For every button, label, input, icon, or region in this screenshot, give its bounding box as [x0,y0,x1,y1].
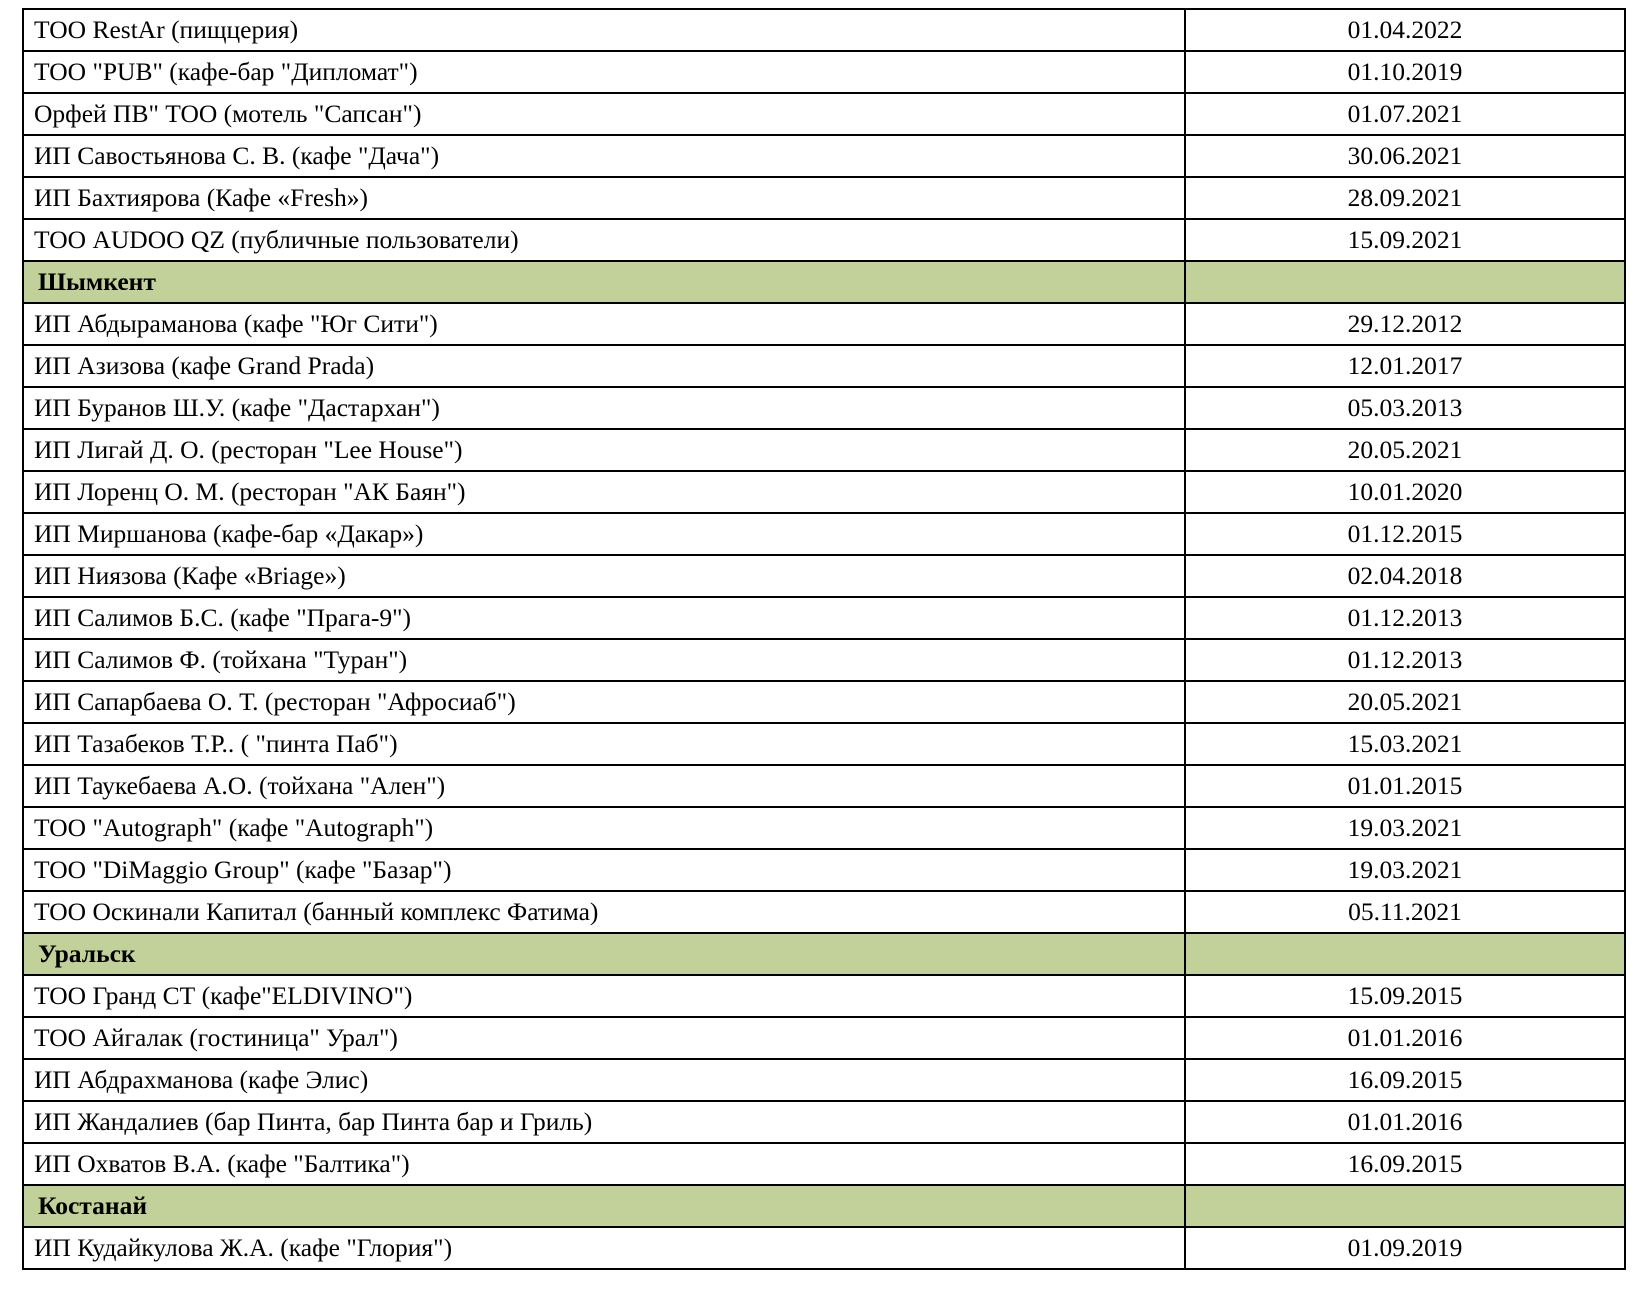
establishment-date: 05.03.2013 [1185,387,1625,429]
establishments-table [22,8,1626,1270]
establishment-date: 19.03.2021 [1185,807,1625,849]
establishment-name: ИП Салимов Б.С. (кафе "Прага-9") [23,597,1185,639]
establishment-date: 01.01.2016 [1185,1101,1625,1143]
establishment-name: ТОО AUDOO QZ (публичные пользователи) [23,219,1185,261]
establishment-name: ИП Кудайкулова Ж.А. (кафе "Глория") [23,1227,1185,1269]
table-row [23,387,1625,429]
establishment-date: 01.09.2019 [1185,1227,1625,1269]
establishment-name: ТОО "Autograph" (кафе "Autograph") [23,807,1185,849]
city-name: Костанай [23,1185,1185,1227]
establishment-date: 20.05.2021 [1185,681,1625,723]
city-date-cell [1185,1185,1625,1227]
city-date-cell [1185,261,1625,303]
table-row [23,1017,1625,1059]
table-row [23,471,1625,513]
city-name: Шымкент [23,261,1185,303]
table-row [23,765,1625,807]
establishment-date: 15.09.2021 [1185,219,1625,261]
establishment-date: 28.09.2021 [1185,177,1625,219]
establishment-date: 01.12.2015 [1185,513,1625,555]
establishment-name: ИП Салимов Ф. (тойхана "Туран") [23,639,1185,681]
establishment-name: ИП Тазабеков Т.Р.. ( "пинта Паб") [23,723,1185,765]
establishment-date: 01.12.2013 [1185,597,1625,639]
table-row [23,219,1625,261]
establishment-date: 01.10.2019 [1185,51,1625,93]
establishment-name: ИП Жандалиев (бар Пинта, бар Пинта бар и Гриль) [23,1101,1185,1143]
establishment-name: ИП Абдрахманова (кафе Элис) [23,1059,1185,1101]
table-row [23,51,1625,93]
establishment-date: 01.01.2015 [1185,765,1625,807]
establishment-date: 16.09.2015 [1185,1059,1625,1101]
table-row [23,639,1625,681]
establishment-name: ИП Лигай Д. О. (ресторан "Lee House") [23,429,1185,471]
establishment-date: 19.03.2021 [1185,849,1625,891]
establishment-name: ИП Ниязова (Кафе «Briage») [23,555,1185,597]
establishment-date: 02.04.2018 [1185,555,1625,597]
table-row [23,975,1625,1017]
establishment-name: ТОО "PUB" (кафе-бар "Дипломат") [23,51,1185,93]
city-header-row [23,933,1625,975]
establishment-date: 05.11.2021 [1185,891,1625,933]
establishment-date: 12.01.2017 [1185,345,1625,387]
city-header-row [23,261,1625,303]
establishment-date: 01.04.2022 [1185,9,1625,51]
establishment-name: ИП Абдыраманова (кафе "Юг Сити") [23,303,1185,345]
table-row [23,681,1625,723]
establishment-name: ИП Бахтиярова (Кафе «Fresh») [23,177,1185,219]
city-date-cell [1185,933,1625,975]
establishment-date: 30.06.2021 [1185,135,1625,177]
establishment-date: 16.09.2015 [1185,1143,1625,1185]
table-row [23,177,1625,219]
establishment-name: ТОО "DiMaggio Group" (кафе "Базар") [23,849,1185,891]
table-row [23,1143,1625,1185]
establishment-name: ТОО Айгалак (гостиница" Урал") [23,1017,1185,1059]
table-row [23,1059,1625,1101]
establishment-date: 01.01.2016 [1185,1017,1625,1059]
table-row [23,597,1625,639]
establishment-name: ИП Охватов В.А. (кафе "Балтика") [23,1143,1185,1185]
table-row [23,807,1625,849]
establishment-name: ТОО Гранд СТ (кафе"ELDIVINO") [23,975,1185,1017]
table-row [23,135,1625,177]
establishment-date: 29.12.2012 [1185,303,1625,345]
establishment-name: ИП Сапарбаева О. Т. (ресторан "Афросиаб") [23,681,1185,723]
establishment-name: ИП Миршанова (кафе-бар «Дакар») [23,513,1185,555]
table-body [23,9,1625,1269]
table-row [23,849,1625,891]
establishment-date: 01.07.2021 [1185,93,1625,135]
establishment-date: 01.12.2013 [1185,639,1625,681]
table-row [23,1101,1625,1143]
establishment-date: 15.03.2021 [1185,723,1625,765]
establishment-name: ИП Буранов Ш.У. (кафе "Дастархан") [23,387,1185,429]
table-row [23,303,1625,345]
establishment-name: ИП Азизова (кафе Grand Prada) [23,345,1185,387]
table-row [23,93,1625,135]
establishment-date: 15.09.2015 [1185,975,1625,1017]
establishment-date: 20.05.2021 [1185,429,1625,471]
table-row [23,1227,1625,1269]
establishment-date: 10.01.2020 [1185,471,1625,513]
establishment-name: ИП Лоренц О. М. (ресторан "АК Баян") [23,471,1185,513]
table-row [23,513,1625,555]
establishment-name: ИП Савостьянова С. В. (кафе "Дача") [23,135,1185,177]
table-row [23,345,1625,387]
establishment-name: ИП Таукебаева А.О. (тойхана "Ален") [23,765,1185,807]
city-header-row [23,1185,1625,1227]
table-row [23,9,1625,51]
table-row [23,723,1625,765]
city-name: Уральск [23,933,1185,975]
establishment-name: Орфей ПВ" ТОО (мотель "Сапсан") [23,93,1185,135]
table-row [23,891,1625,933]
establishment-name: ТОО Оскинали Капитал (банный комплекс Фатима) [23,891,1185,933]
establishment-name: ТОО RestAr (пищцерия) [23,9,1185,51]
table-row [23,429,1625,471]
table-row [23,555,1625,597]
